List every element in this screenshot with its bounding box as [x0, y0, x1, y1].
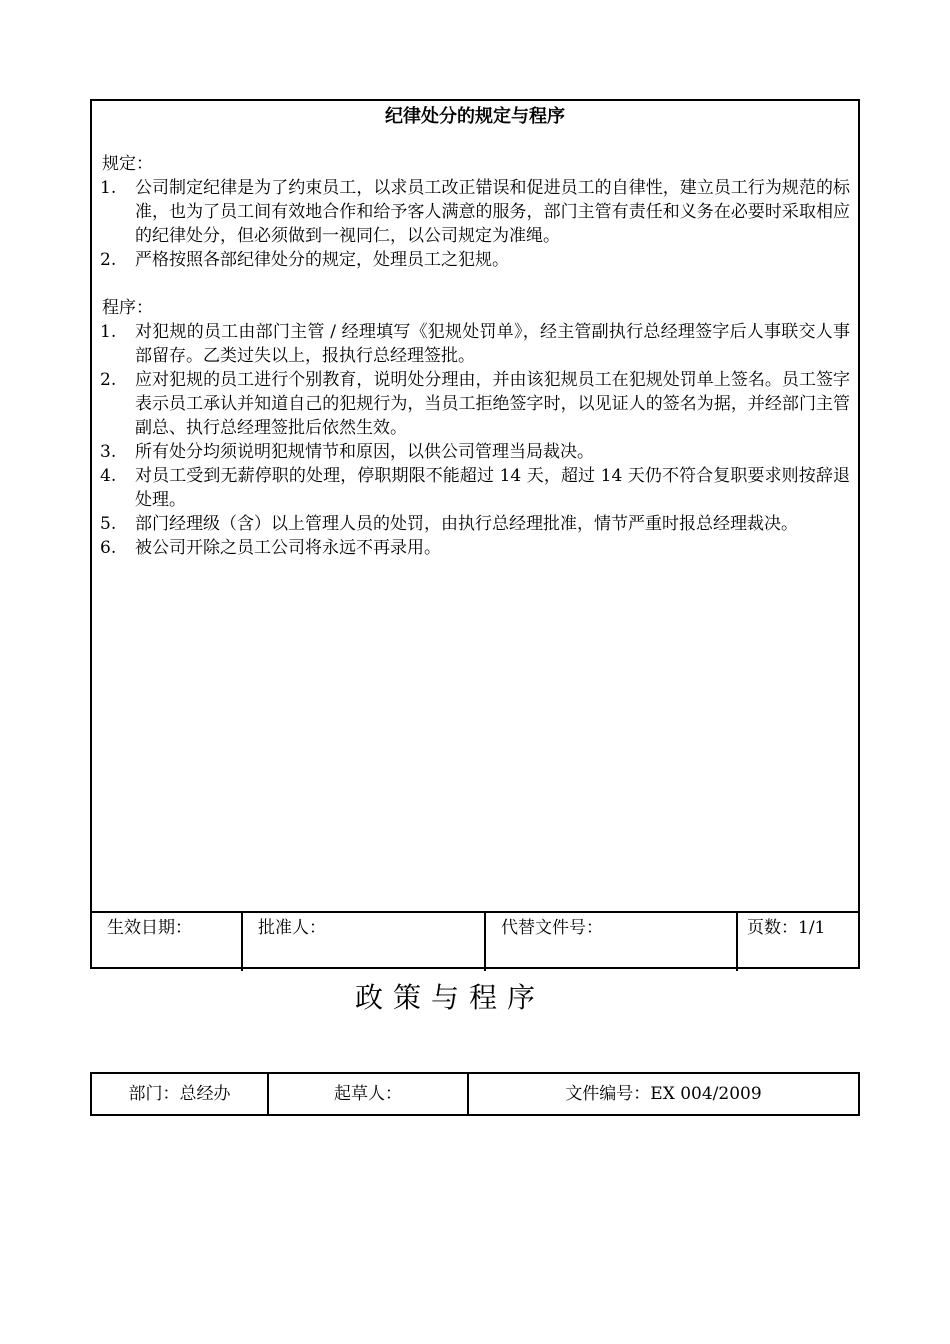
procedure-number: 1.	[100, 322, 117, 342]
procedure-item	[100, 536, 850, 560]
rule-item	[100, 248, 850, 272]
procedure-number: 5.	[100, 514, 117, 534]
replaces-doc-cell: 代替文件号：	[486, 913, 738, 971]
procedure-number: 3.	[100, 442, 117, 462]
rules-heading: 规定：	[102, 154, 153, 174]
policy-procedure-heading: 政策与程序	[354, 981, 545, 1014]
document-footer-row	[92, 911, 858, 971]
procedure-number: 6.	[100, 538, 117, 558]
document-title: 纪律处分的规定与程序	[385, 106, 565, 127]
procedure-text: 对犯规的员工由部门主管 / 经理填写《犯规处罚单》，经主管副执行总经理签字后人事联交人事部留存。乙类过失以上，报执行总经理签批。	[135, 322, 850, 366]
rule-text: 严格按照各部纪律处分的规定，处理员工之犯规。	[135, 250, 509, 270]
procedure-item	[100, 512, 850, 536]
procedure-text: 应对犯规的员工进行个别教育，说明处分理由，并由该犯规员工在犯规处罚单上签名。员工签字表示员工承认并知道自己的犯规行为，当员工拒绝签字时，以见证人的签名为据，并经部门主管副总、执行总经理签批后依然生效。	[135, 370, 850, 438]
procedure-text: 部门经理级（含）以上管理人员的处罚，由执行总经理批准，情节严重时报总经理裁决。	[135, 514, 798, 534]
procedure-item	[100, 440, 850, 464]
approver-cell: 批准人：	[243, 913, 486, 971]
procedure-text: 对员工受到无薪停职的处理，停职期限不能超过 14 天，超过 14 天仍不符合复职要求则按辞退处理。	[135, 466, 850, 510]
page-count-cell: 页数：1/1	[747, 918, 826, 938]
procedure-text: 被公司开除之员工公司将永远不再录用。	[135, 538, 441, 558]
procedure-number: 4.	[100, 466, 117, 486]
procedure-item	[100, 368, 850, 440]
rule-number: 1.	[100, 178, 117, 198]
procedure-text: 所有处分均须说明犯规情节和原因，以供公司管理当局裁决。	[135, 442, 594, 462]
department-cell: 部门：总经办	[92, 1074, 269, 1114]
document-body	[100, 152, 850, 560]
procedure-item	[100, 320, 850, 368]
effective-date-cell: 生效日期：	[92, 913, 243, 971]
rule-text: 公司制定纪律是为了约束员工，以求员工改正错误和促进员工的自律性，建立员工行为规范的标准，也为了员工间有效地合作和给予客人满意的服务，部门主管有责任和义务在必要时采取相应的纪律处分，但必须做到一视同仁，以公司规定为准绳。	[135, 178, 850, 246]
policy-document-box	[90, 99, 860, 969]
rules-list	[100, 176, 850, 272]
drafter-cell: 起草人：	[269, 1074, 469, 1114]
rule-number: 2.	[100, 250, 117, 270]
document-info-table	[90, 1072, 860, 1116]
procedure-item	[100, 464, 850, 512]
section-spacer	[100, 272, 850, 296]
procedure-number: 2.	[100, 370, 117, 390]
procedure-list	[100, 320, 850, 560]
procedure-heading: 程序：	[102, 298, 153, 318]
rule-item	[100, 176, 850, 248]
doc-number-cell: 文件编号：EX 004/2009	[565, 1084, 762, 1104]
